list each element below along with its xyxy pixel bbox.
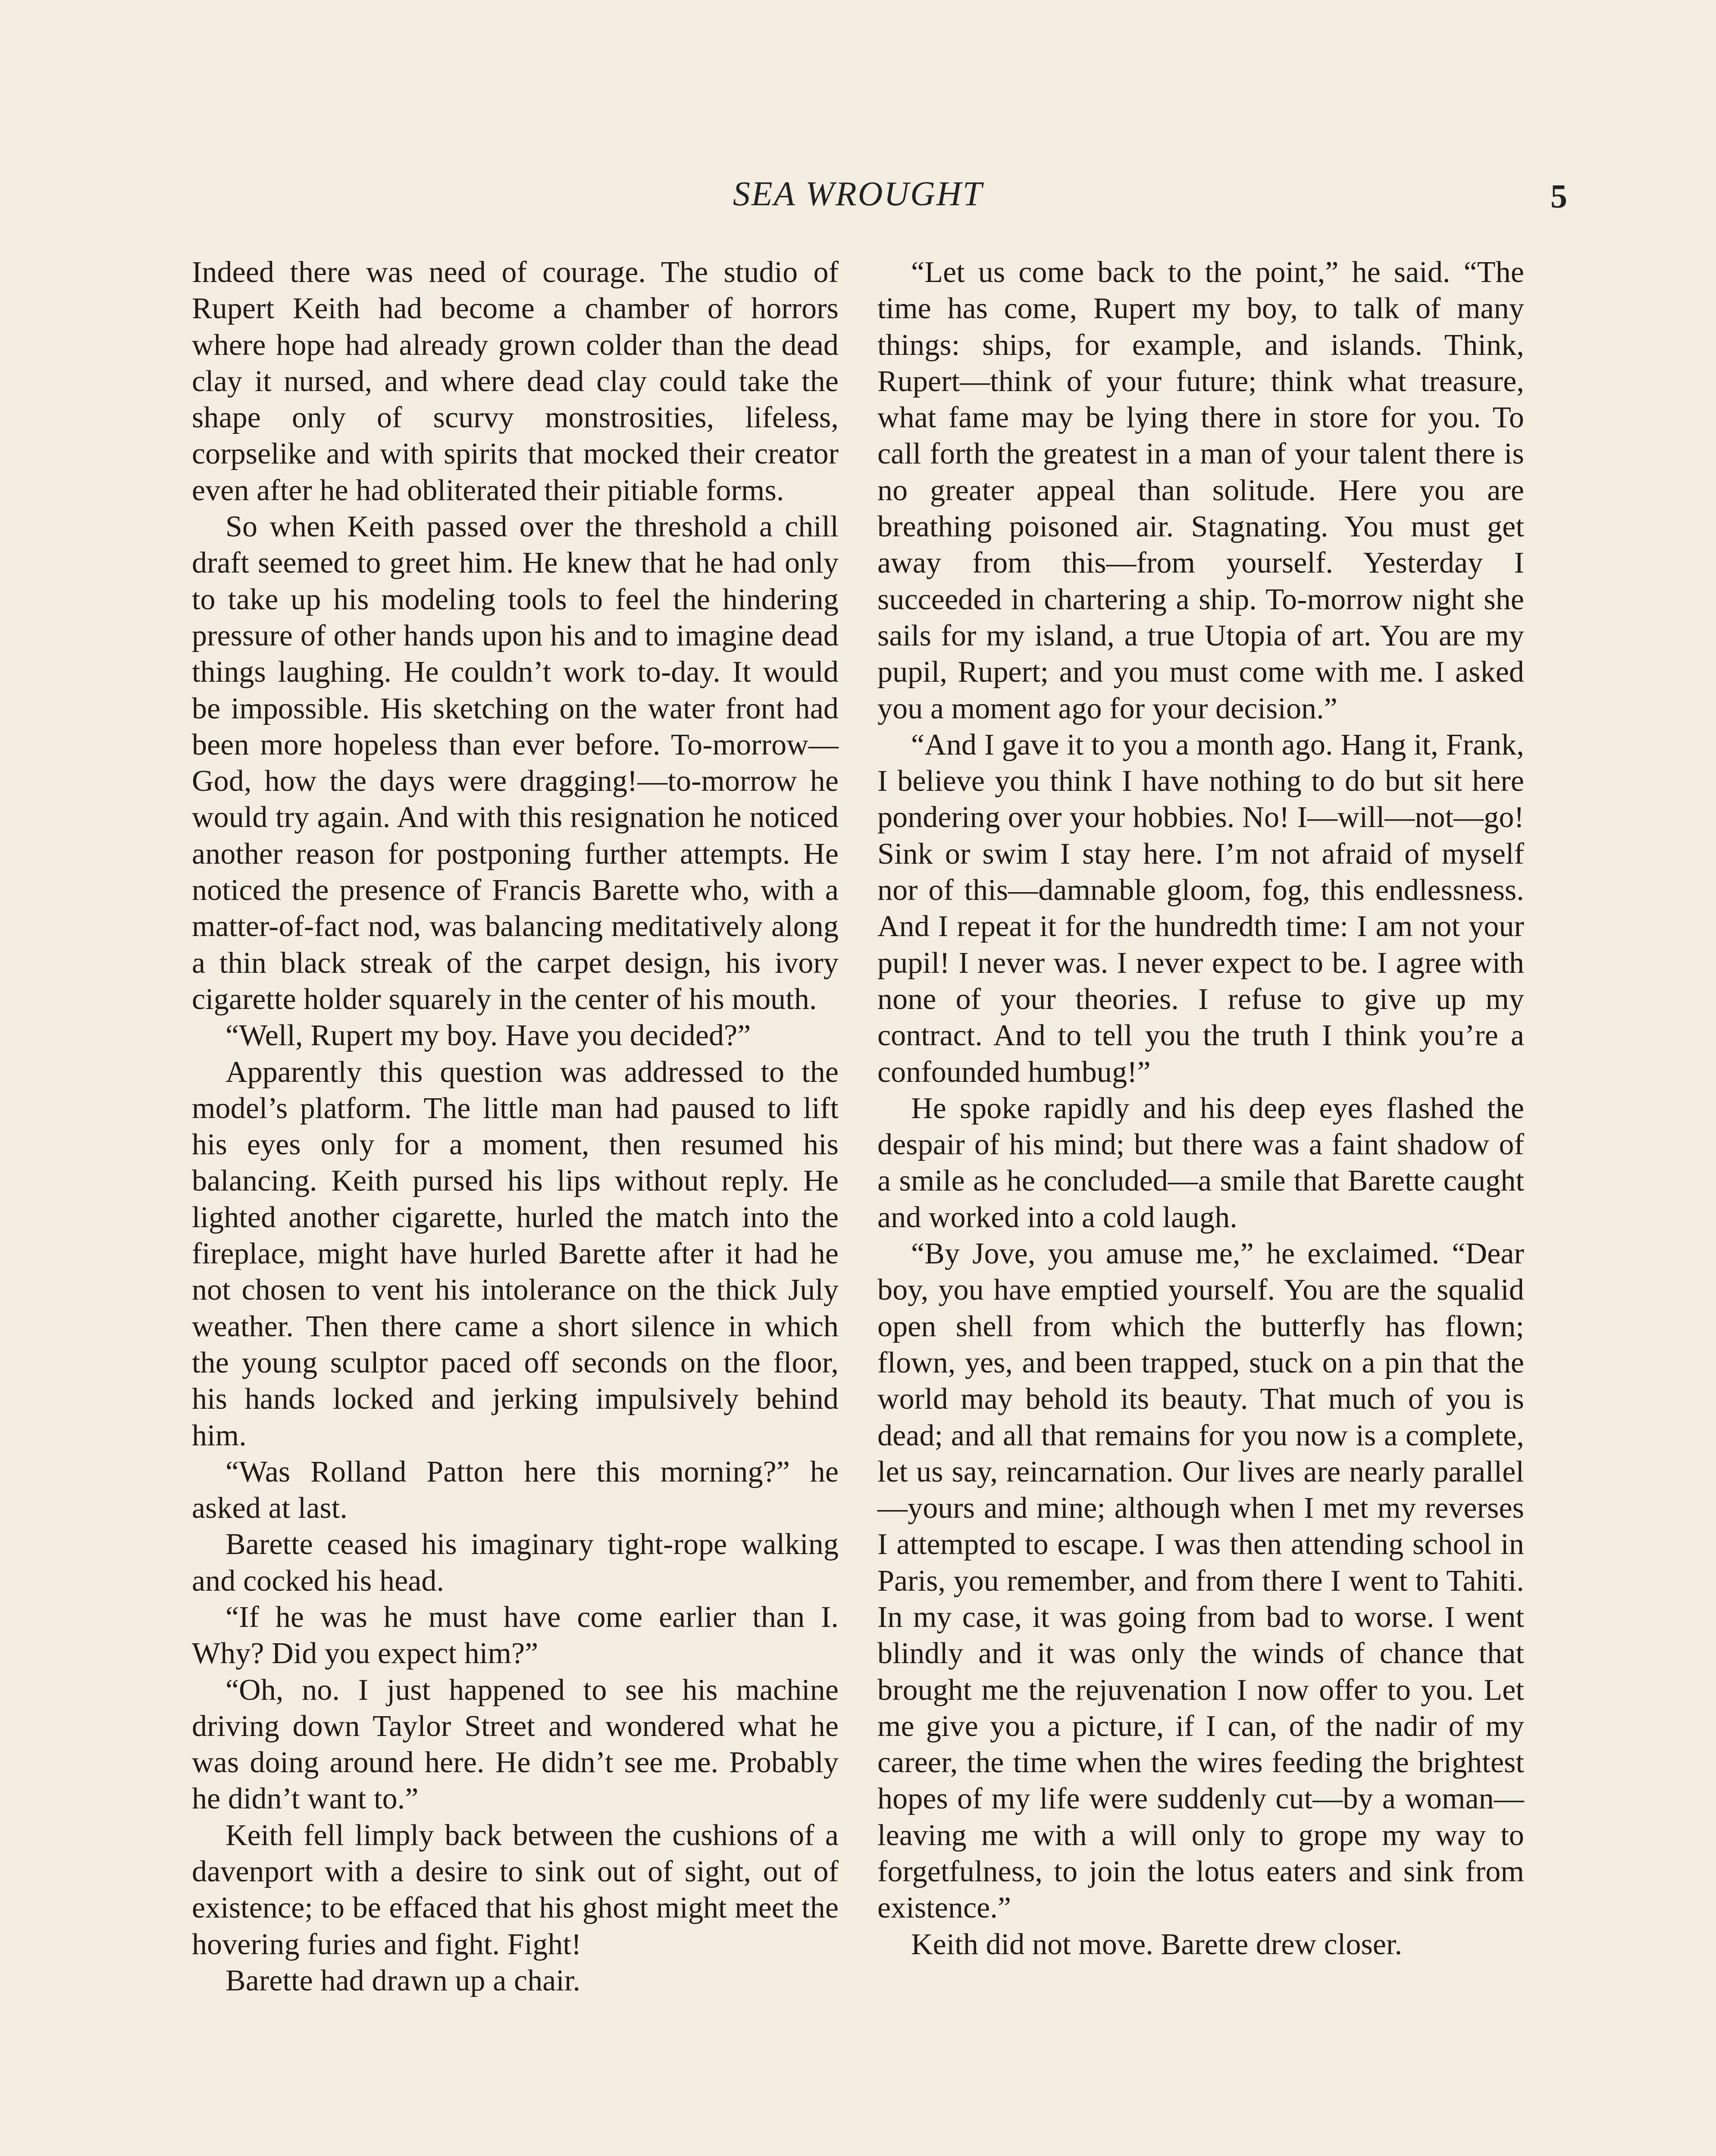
left-paragraph-4: Apparently this question was addressed to the model’s platform. The little man had paused to lift his eyes only for a moment, then resumed his balancing. Keith pursed his lips without reply. He lighted another cigarette, hurled the match into the fireplace, might have hurled Barette after it had he not chosen to vent his intolerance on the thick July weather. Then there came a short silence in which the young sculptor paced off seconds on the floor, his hands locked and jerking impulsively behind him. (192, 1055, 839, 1452)
left-paragraph-3: “Well, Rupert my boy. Have you decided?” (225, 1019, 751, 1053)
right-paragraph-5: Keith did not move. Barette drew closer. (911, 1927, 1403, 1961)
right-paragraph-2: “And I gave it to you a month ago. Hang it, Frank, I believe you think I have nothing to do but sit here pondering over your hobbies. No! I—will—not—go! Sink or swim I stay here. I’m not afraid of myself nor of this—damnable gloom, fog, this endlessness. And I repeat it for the hundredth time: I am not your pupil! I never was. I never expect to be. I agree with none of your theories. I refuse to give up my contract. And to tell you the truth I think you’re a confounded humbug!” (877, 728, 1524, 1089)
left-paragraph-6: Barette ceased his imaginary tight-rope walking and cocked his head. (192, 1528, 839, 1598)
right-paragraph-3: He spoke rapidly and his deep eyes flashed the despair of his mind; but there was a faint shadow of a smile as he concluded—a smile that Barette caught and worked into a cold laugh. (877, 1091, 1524, 1234)
left-paragraph-1: Indeed there was need of courage. The studio of Rupert Keith had become a chamber of horrors where hope had already grown colder than the dead clay it nursed, and where dead clay could take the shape only of scurvy monstrosities, lifeless, corpselike and with spirits that mocked their creator even after he had obliterated their pitiable forms. (192, 256, 839, 507)
left-paragraph-9: Keith fell limply back between the cushions of a davenport with a desire to sink out of sight, out of existence; to be effaced that his ghost might meet the hovering furies and fight. Fight! (192, 1818, 839, 1961)
right-text-column (877, 254, 1524, 1963)
left-paragraph-10: Barette had drawn up a chair. (225, 1964, 581, 1997)
left-paragraph-7: “If he was he must have come earlier than I. Why? Did you expect him?” (192, 1600, 839, 1670)
page-number: 5 (1550, 177, 1567, 215)
left-paragraph-8: “Oh, no. I just happened to see his machine driving down Taylor Street and wondered what he was doing around here. He didn’t see me. Probably he didn’t want to.” (192, 1673, 839, 1816)
left-text-column (192, 254, 839, 1999)
left-paragraph-2: So when Keith passed over the threshold a chill draft seemed to greet him. He knew that he had only to take up his modeling tools to feel the hindering pressure of other hands upon his and to imagine dead things laughing. He couldn’t work to-day. It would be impossible. His sketching on the water front had been more hopeless than ever before. To-morrow—God, how the days were dragging!—to-morrow he would try again. And with this resignation he noticed another reason for postponing further attempts. He noticed the presence of Francis Barette who, with a matter-of-fact nod, was balancing meditatively along a thin black streak of the carpet design, his ivory cigarette holder squarely in the center of his mouth. (192, 510, 839, 1016)
running-header-title: SEA WROUGHT (733, 175, 983, 213)
right-paragraph-1: “Let us come back to the point,” he said. “The time has come, Rupert my boy, to talk of many things: ships, for example, and islands. Think, Rupert—think of your future; think what treasure, what fame may be lying there in store for you. To call forth the greatest in a man of your talent there is no greater appeal than solitude. Here you are breathing poisoned air. Stagnating. You must get away from this—from yourself. Yesterday I succeeded in chartering a ship. To-morrow night she sails for my island, a true Utopia of art. You are my pupil, Rupert; and you must come with me. I asked you a moment ago for your decision.” (877, 256, 1524, 725)
left-paragraph-5: “Was Rolland Patton here this morning?” he asked at last. (192, 1455, 839, 1525)
right-paragraph-4: “By Jove, you amuse me,” he exclaimed. “Dear boy, you have emptied yourself. You are the squalid open shell from which the butterfly has flown; flown, yes, and been trapped, stuck on a pin that the world may behold its beauty. That much of you is dead; and all that remains for you now is a complete, let us say, reincarnation. Our lives are nearly parallel—yours and mine; although when I met my reverses I attempted to escape. I was then attending school in Paris, you remember, and from there I went to Tahiti. In my case, it was going from bad to worse. I went blindly and it was only the winds of chance that brought me the rejuvenation I now offer to you. Let me give you a picture, if I can, of the nadir of my career, the time when the wires feeding the brightest hopes of my life were suddenly cut—by a woman—leaving me with a will only to grope my way to forgetfulness, to join the lotus eaters and sink from existence.” (877, 1237, 1524, 1925)
